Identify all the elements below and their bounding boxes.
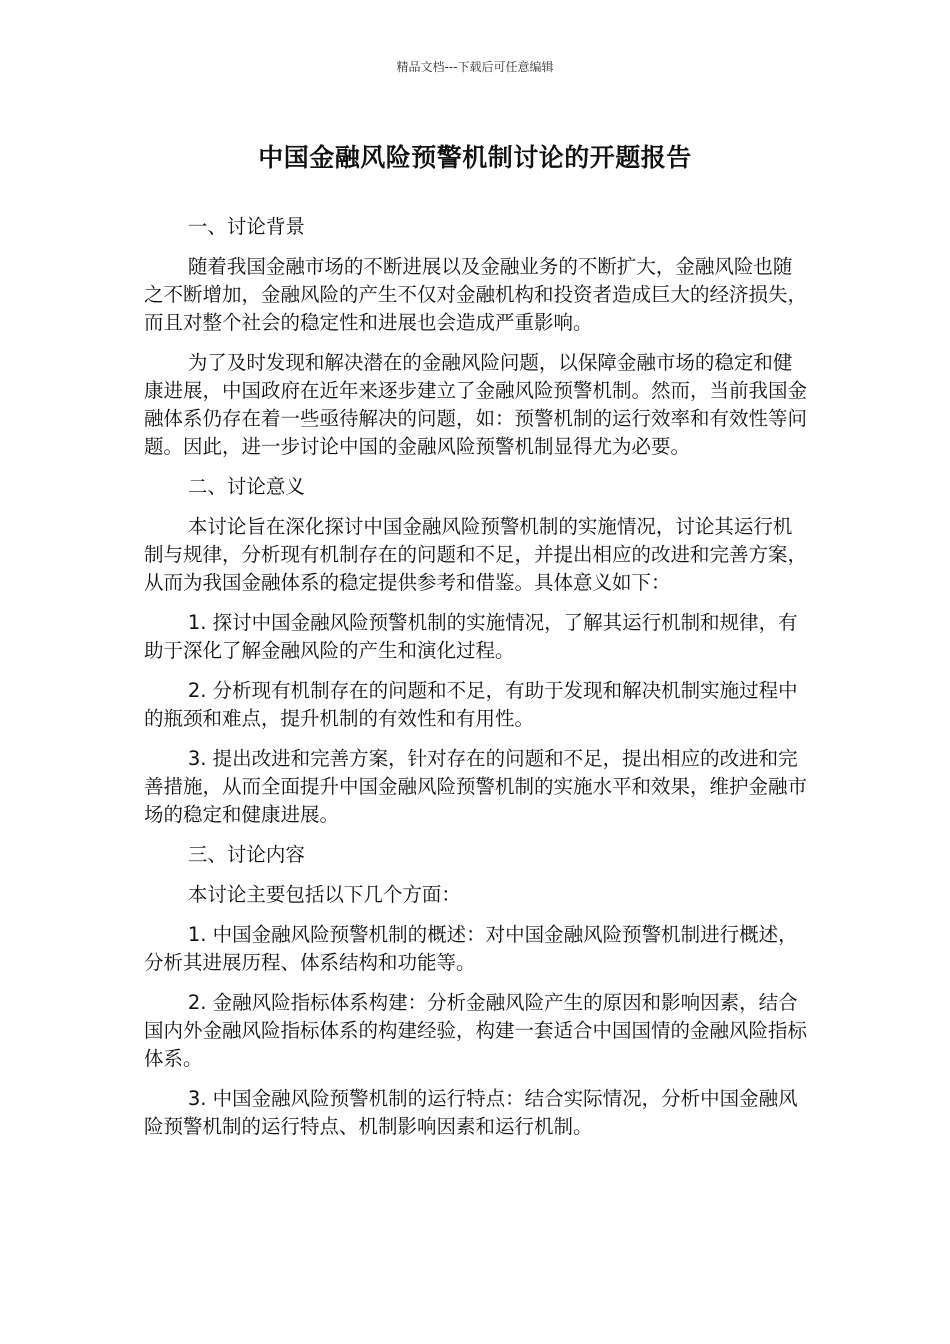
paragraph: 本讨论主要包括以下几个方面： [187,883,461,906]
section-heading-content: 三、讨论内容 [187,843,305,866]
document-title: 中国金融风险预警机制讨论的开题报告 [258,143,692,172]
list-item: 1. 探讨中国金融风险预警机制的实施情况，了解其运行机制和规律，有助于深化了解金融风险的产生和演化过程。 [144,611,798,662]
paragraph: 随着我国金融市场的不断进展以及金融业务的不断扩大，金融风险也随之不断增加，金融风险的产生不仅对金融机构和投资者造成巨大的经济损失，而且对整个社会的稳定性和进展也会造成严重影响。 [144,255,808,334]
list-item: 3. 提出改进和完善方案，针对存在的问题和不足，提出相应的改进和完善措施，从而全面提升中国金融风险预警机制的实施水平和效果，维护金融市场的稳定和健康进展。 [144,747,808,826]
document-body [144,213,808,1153]
paragraph: 本讨论旨在深化探讨中国金融风险预警机制的实施情况，讨论其运行机制与规律，分析现有机制存在的问题和不足，并提出相应的改进和完善方案，从而为我国金融体系的稳定提供参考和借鉴。具体意义如下： [144,515,808,594]
list-item: 3. 中国金融风险预警机制的运行特点：结合实际情况，分析中国金融风险预警机制的运行特点、机制影响因素和运行机制。 [144,1087,798,1138]
page-header: 精品文档---下载后可任意编辑 [396,60,554,74]
section-heading-significance: 二、讨论意义 [187,475,305,498]
section-heading-background: 一、讨论背景 [187,215,305,238]
paragraph: 为了及时发现和解决潜在的金融风险问题，以保障金融市场的稳定和健康进展，中国政府在近年来逐步建立了金融风险预警机制。然而，当前我国金融体系仍存在着一些亟待解决的问题，如：预警机制的运行效率和有效性等问题。因此，进一步讨论中国的金融风险预警机制显得尤为必要。 [144,351,808,458]
list-item: 2. 金融风险指标体系构建：分析金融风险产生的原因和影响因素，结合国内外金融风险指标体系的构建经验，构建一套适合中国国情的金融风险指标体系。 [144,991,808,1070]
list-item: 1. 中国金融风险预警机制的概述：对中国金融风险预警机制进行概述，分析其进展历程、体系结构和功能等。 [144,923,798,974]
list-item: 2. 分析现有机制存在的问题和不足，有助于发现和解决机制实施过程中的瓶颈和难点，提升机制的有效性和有用性。 [144,679,798,730]
